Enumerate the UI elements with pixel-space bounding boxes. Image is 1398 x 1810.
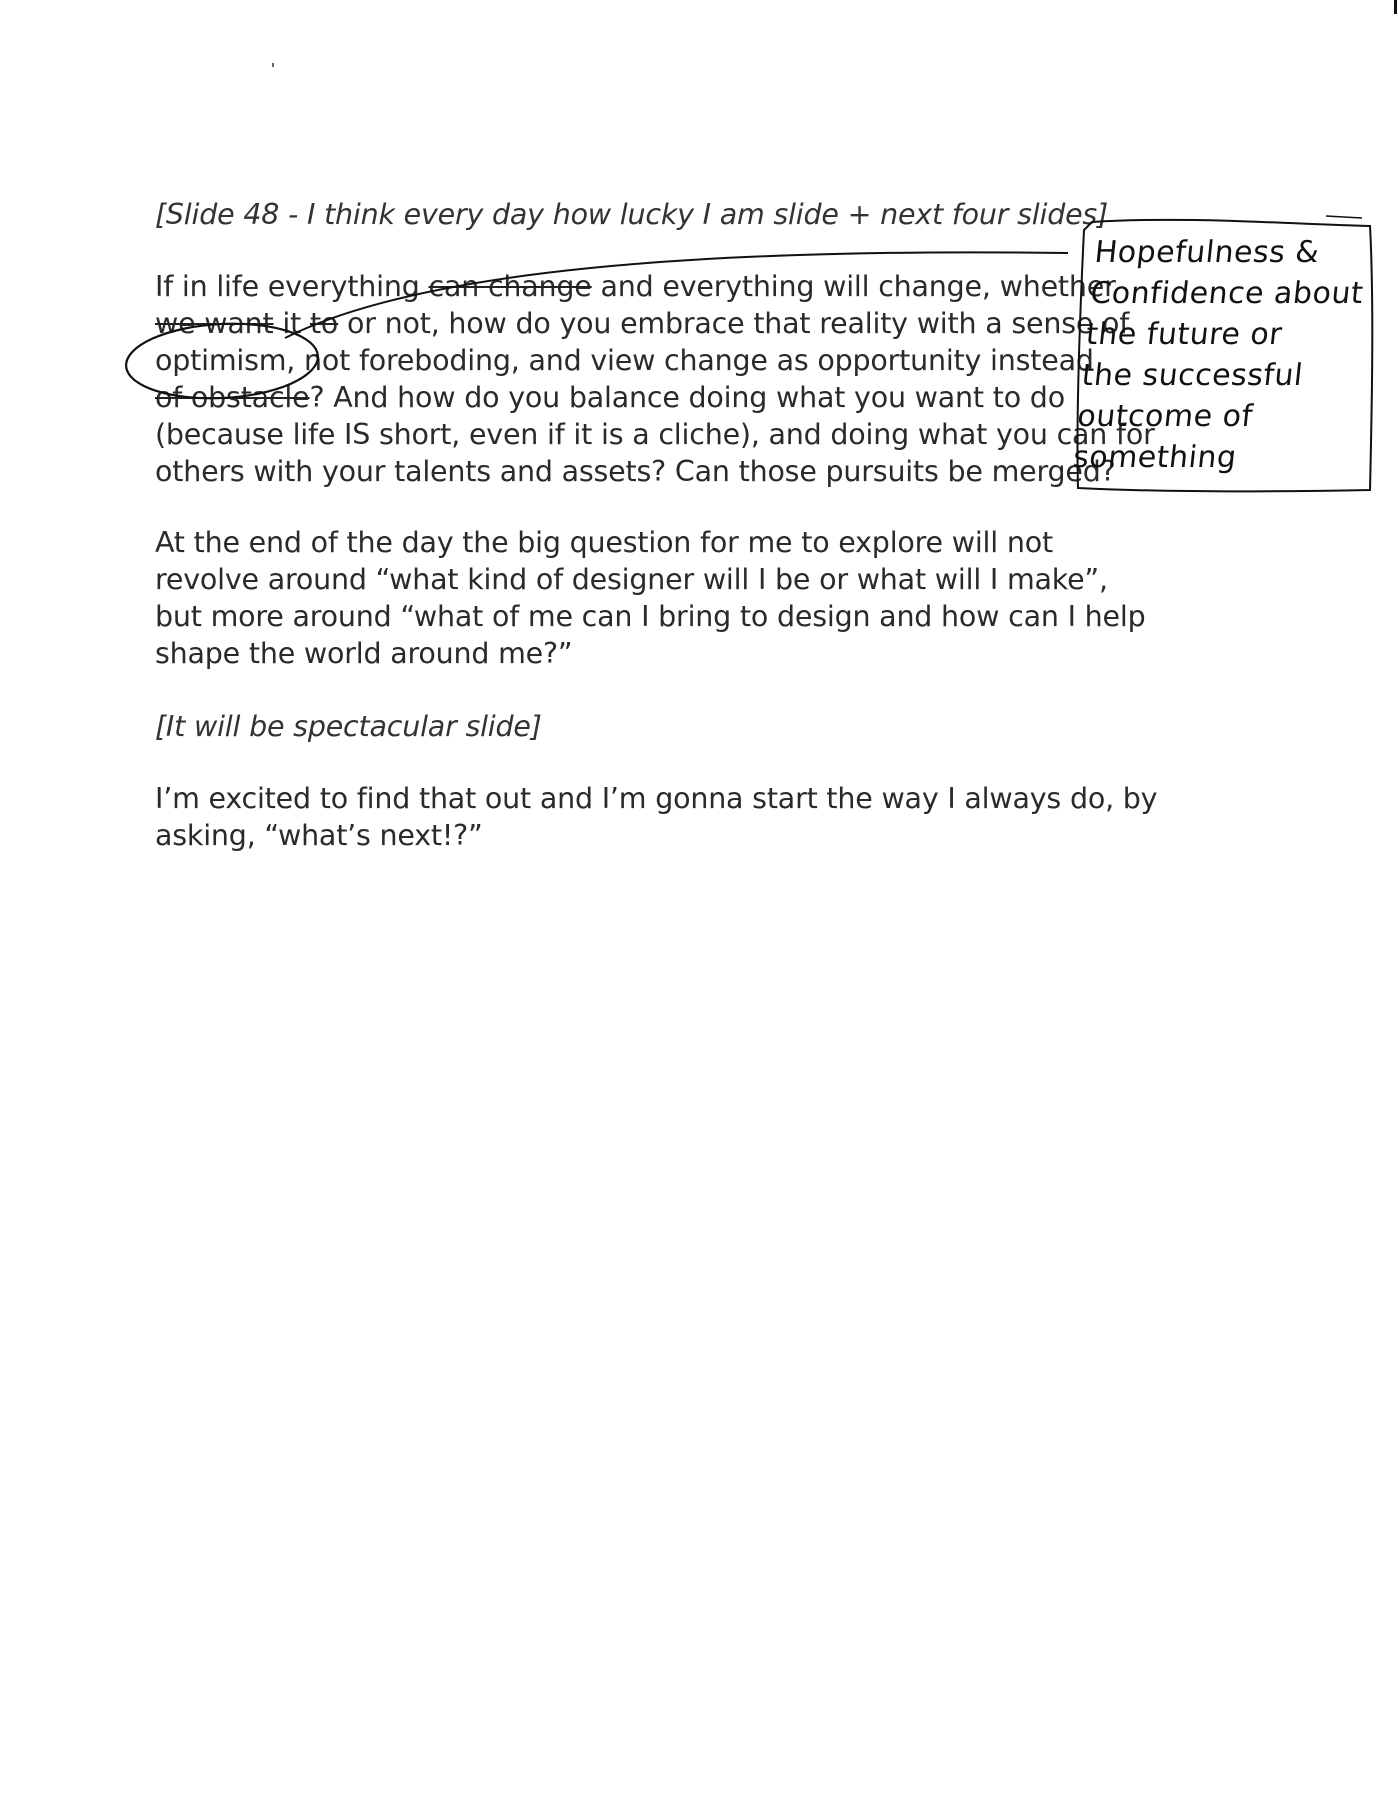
paragraph-line: but more around “what of me can I bring to design and how can I help (155, 600, 1146, 633)
text-run: If in life everything (155, 270, 429, 303)
paragraph-whats-next (155, 780, 1158, 854)
paragraph-big-question (155, 524, 1146, 672)
note-line: outcome of (1075, 399, 1255, 434)
struck-text: can change (428, 270, 592, 303)
slide-cue-48 (155, 196, 1115, 233)
text-run: it (273, 307, 310, 340)
text-run: ? And how do you balance doing what you want to do (309, 381, 1065, 414)
slide-cue-spectacular (155, 708, 1115, 745)
text-run: or not, how do you embrace that reality with a sense of (338, 307, 1130, 340)
handwritten-definition-note (1070, 212, 1375, 494)
paragraph-line: (because life IS short, even if it is a cliche), and doing what you can for (155, 418, 1155, 451)
note-line: the successful (1080, 358, 1305, 393)
slide-cue-text: [Slide 48 - I think every day how lucky I am slide + next four slides] (155, 198, 1108, 231)
paragraph-line (155, 379, 1115, 416)
paragraph-line: I’m excited to find that out and I’m gonna start the way I always do, by (155, 782, 1158, 815)
note-line: the future or (1084, 317, 1284, 352)
paragraph-line: shape the world around me?” (155, 637, 573, 670)
note-line: something (1071, 440, 1239, 475)
struck-text: of obstacle (155, 381, 310, 414)
paragraph-line: others with your talents and assets? Can those pursuits be merged? (155, 455, 1116, 488)
note-text (1071, 232, 1370, 478)
paragraph-line: asking, “what’s next!?” (155, 819, 483, 852)
note-line: Hopefulness & (1092, 235, 1322, 270)
paragraph-line (155, 305, 1130, 342)
struck-text: to (309, 307, 339, 340)
paragraph-line: optimism, not foreboding, and view change as opportunity instead (155, 344, 1094, 377)
scan-mark-top-right (1394, 0, 1397, 14)
text-run: and everything will change, whether (591, 270, 1116, 303)
slide-cue-text: [It will be spectacular slide] (155, 710, 542, 743)
note-line: Confidence about (1088, 276, 1366, 311)
paragraph-line (155, 268, 1115, 305)
paragraph-line: At the end of the day the big question for me to explore will not (155, 526, 1053, 559)
paragraph-line: revolve around “what kind of designer will I be or what will I make”, (155, 563, 1108, 596)
scan-speck (272, 63, 274, 67)
struck-text: we want (155, 307, 274, 340)
